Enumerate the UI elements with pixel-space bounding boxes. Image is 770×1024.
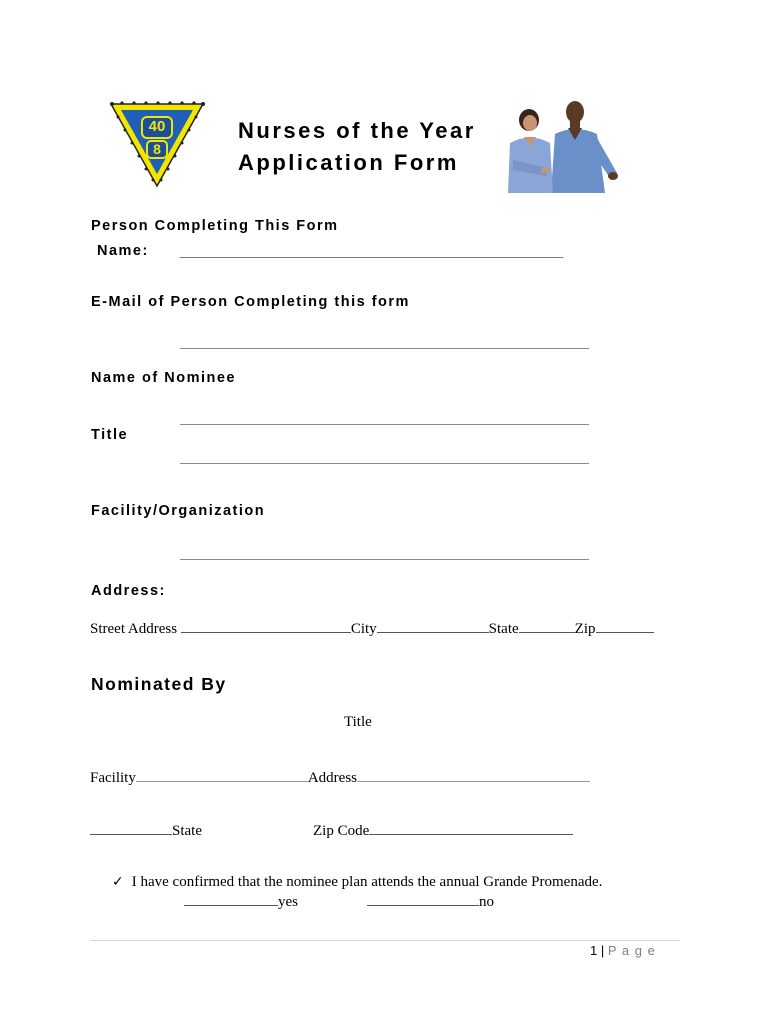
state-label: State [488, 621, 519, 637]
nominator-state-label: State [172, 823, 202, 839]
zip-field[interactable] [596, 619, 654, 633]
confirmation-text: I have confirmed that the nominee plan attends the annual Grande Promenade. [131, 874, 603, 890]
zip-label: Zip [574, 621, 596, 637]
page-word: P a g e [607, 943, 656, 958]
confirmation-yes-row [184, 892, 298, 911]
street-address-field[interactable] [181, 619, 351, 633]
logo-bottom-number: 8 [153, 141, 161, 157]
nominator-facility-row [90, 768, 590, 787]
nominator-state-row [90, 821, 202, 840]
no-field[interactable] [367, 892, 479, 906]
facility-organization-field[interactable] [180, 559, 589, 560]
logo-top-number: 40 [148, 118, 166, 135]
nominator-title-label: Title [344, 714, 372, 730]
street-address-label: Street Address [90, 621, 178, 637]
city-field[interactable] [377, 619, 489, 633]
nominator-address-label: Address [307, 770, 357, 786]
nominee-field[interactable] [180, 424, 589, 425]
confirmation-row [112, 874, 602, 891]
email-field[interactable] [180, 348, 589, 349]
page-number: 1 [590, 943, 598, 958]
nominator-address-field[interactable] [357, 768, 590, 782]
address-row [90, 619, 654, 638]
name-label: Name: [97, 243, 149, 259]
state-field[interactable] [519, 619, 575, 633]
name-field[interactable]: ________________________________________________ [180, 243, 564, 259]
nominator-zip-label: Zip Code [313, 823, 370, 839]
footer-divider [90, 940, 680, 941]
logo [108, 100, 206, 190]
email-label: E-Mail of Person Completing this form [91, 294, 410, 310]
confirmation-no-row [367, 892, 494, 911]
title-line-1: Nurses of the Year [238, 118, 476, 143]
address-label: Address: [91, 583, 166, 599]
nominator-facility-label: Facility [90, 770, 136, 786]
city-label: City [350, 621, 377, 637]
nurses-photo [505, 98, 623, 196]
nurses-illustration-icon [505, 98, 623, 196]
title-label: Title [91, 427, 129, 443]
nominator-zip-row [313, 821, 573, 840]
no-label: no [479, 894, 494, 910]
footer-separator: | [600, 943, 605, 958]
nominator-facility-field[interactable] [136, 768, 308, 782]
checkmark-icon: ✓ [112, 874, 124, 890]
title-line-2: Application Form [238, 150, 459, 175]
nominator-state-field[interactable] [90, 821, 172, 835]
nominator-zip-field[interactable] [369, 821, 573, 835]
person-completing-label: Person Completing This Form [91, 218, 339, 234]
yes-label: yes [278, 894, 298, 910]
yes-field[interactable] [184, 892, 278, 906]
facility-organization-label: Facility/Organization [91, 503, 266, 519]
nominee-label: Name of Nominee [91, 370, 236, 386]
nominated-by-heading: Nominated By [91, 674, 227, 694]
page-footer [590, 943, 656, 958]
title-field[interactable] [180, 463, 589, 464]
page-title [238, 115, 476, 179]
